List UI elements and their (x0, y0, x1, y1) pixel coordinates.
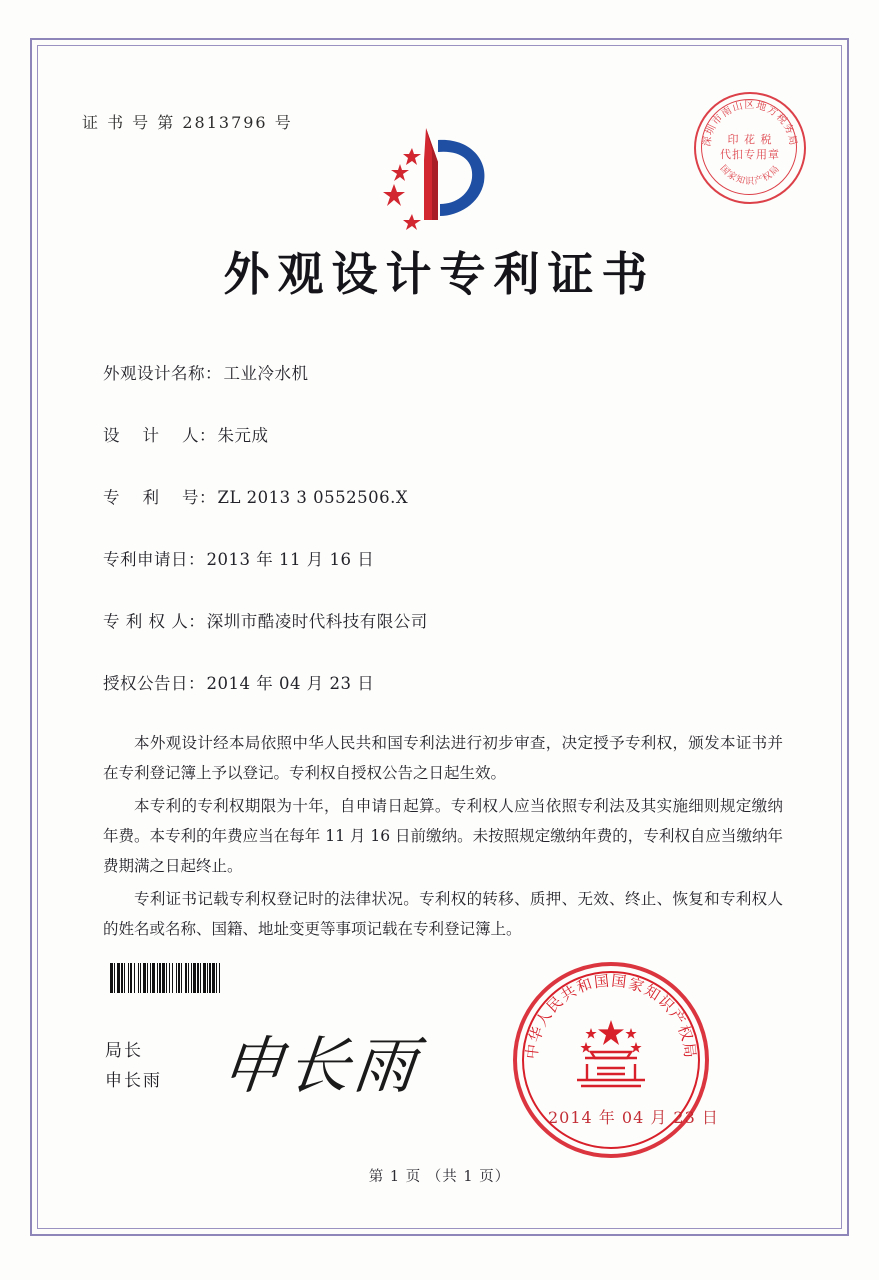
field-value: 深圳市酷凌时代科技有限公司 (206, 612, 428, 631)
field-separator: ： (199, 426, 216, 445)
field-value: 2014 年 04 月 23 日 (206, 674, 375, 693)
tax-stamp-center (696, 132, 804, 162)
field-separator: ： (188, 550, 205, 569)
tax-stamp (694, 92, 806, 204)
tax-stamp-arc-top: 深圳市南山区地方税务局 (701, 100, 799, 148)
field-label: 外观设计名称 (103, 364, 205, 383)
director-name: 申长雨 (105, 1071, 162, 1091)
field-row-grant-date (103, 670, 783, 732)
field-row-design-name (103, 360, 783, 422)
official-seal (513, 962, 709, 1158)
svg-text:国家知识产权局 (718, 163, 783, 187)
field-label: 授权公告日 (103, 674, 188, 693)
legal-paragraph-1: 本外观设计经本局依照中华人民共和国专利法进行初步审查，决定授予专利权，颁发本证书并在专利登记簿上予以登记。专利权自授权公告之日起生效。 (103, 734, 783, 782)
field-label: 专 利 号 (103, 488, 199, 507)
page-footer: 第 1 页 （共 1 页） (368, 1169, 511, 1185)
border-corner-bottom-left (30, 1210, 56, 1236)
field-label: 专利申请日 (103, 550, 188, 569)
legal-paragraph-3: 专利证书记载专利权登记时的法律状况。专利权的转移、质押、无效、终止、恢复和专利权人的姓名或名称、国籍、地址变更等事项记载在专利登记簿上。 (103, 890, 783, 938)
official-seal-date: 2014 年 04 月 23 日 (548, 1108, 719, 1127)
field-label: 专 利 权 人 (103, 612, 189, 631)
field-label: 设 计 人 (103, 426, 199, 445)
certificate-number: 证 书 号 第 2813796 号 (82, 113, 293, 132)
director-signature: 申长雨 (217, 1029, 424, 1102)
director-block (105, 1036, 162, 1096)
field-row-designer (103, 422, 783, 484)
field-list (103, 360, 783, 732)
field-row-application-date (103, 546, 783, 608)
legal-paragraph-2: 本专利的专利权期限为十年，自申请日起算。专利权人应当依照专利法及其实施细则规定缴纳年费。本专利的年费应当在每年 11 月 16 日前缴纳。未按照规定缴纳年费的，专利权自应当缴纳年费期满之日起终止。 (103, 797, 783, 875)
field-separator: ： (199, 488, 216, 507)
svg-text:中华人民共和国国家知识产权局 (523, 972, 700, 1060)
border-corner-top-right (823, 38, 849, 64)
field-value: ZL 2013 3 0552506.X (217, 488, 409, 507)
field-row-patentee (103, 608, 783, 670)
field-value: 工业冷水机 (223, 364, 309, 383)
director-label: 局长 (105, 1041, 143, 1061)
field-separator: ： (205, 364, 222, 383)
cnipa-logo-icon (366, 120, 506, 230)
field-value: 朱元成 (217, 426, 269, 445)
field-value: 2013 年 11 月 16 日 (206, 550, 375, 569)
legal-text (103, 728, 783, 947)
border-corner-bottom-right (823, 1210, 849, 1236)
page-title: 外观设计专利证书 (223, 247, 656, 301)
official-seal-arc-text: 中华人民共和国国家知识产权局 (522, 971, 700, 1061)
border-corner-top-left (30, 38, 56, 64)
tax-stamp-center-line1: 印 花 税 (727, 133, 773, 146)
field-separator: ： (188, 612, 205, 631)
barcode (110, 963, 356, 993)
field-row-patent-number (103, 484, 783, 546)
field-separator: ： (188, 674, 205, 693)
tax-stamp-arc-bottom: 国家知识产权局 (717, 163, 783, 187)
tax-stamp-center-line2: 代扣专用章 (720, 148, 780, 161)
